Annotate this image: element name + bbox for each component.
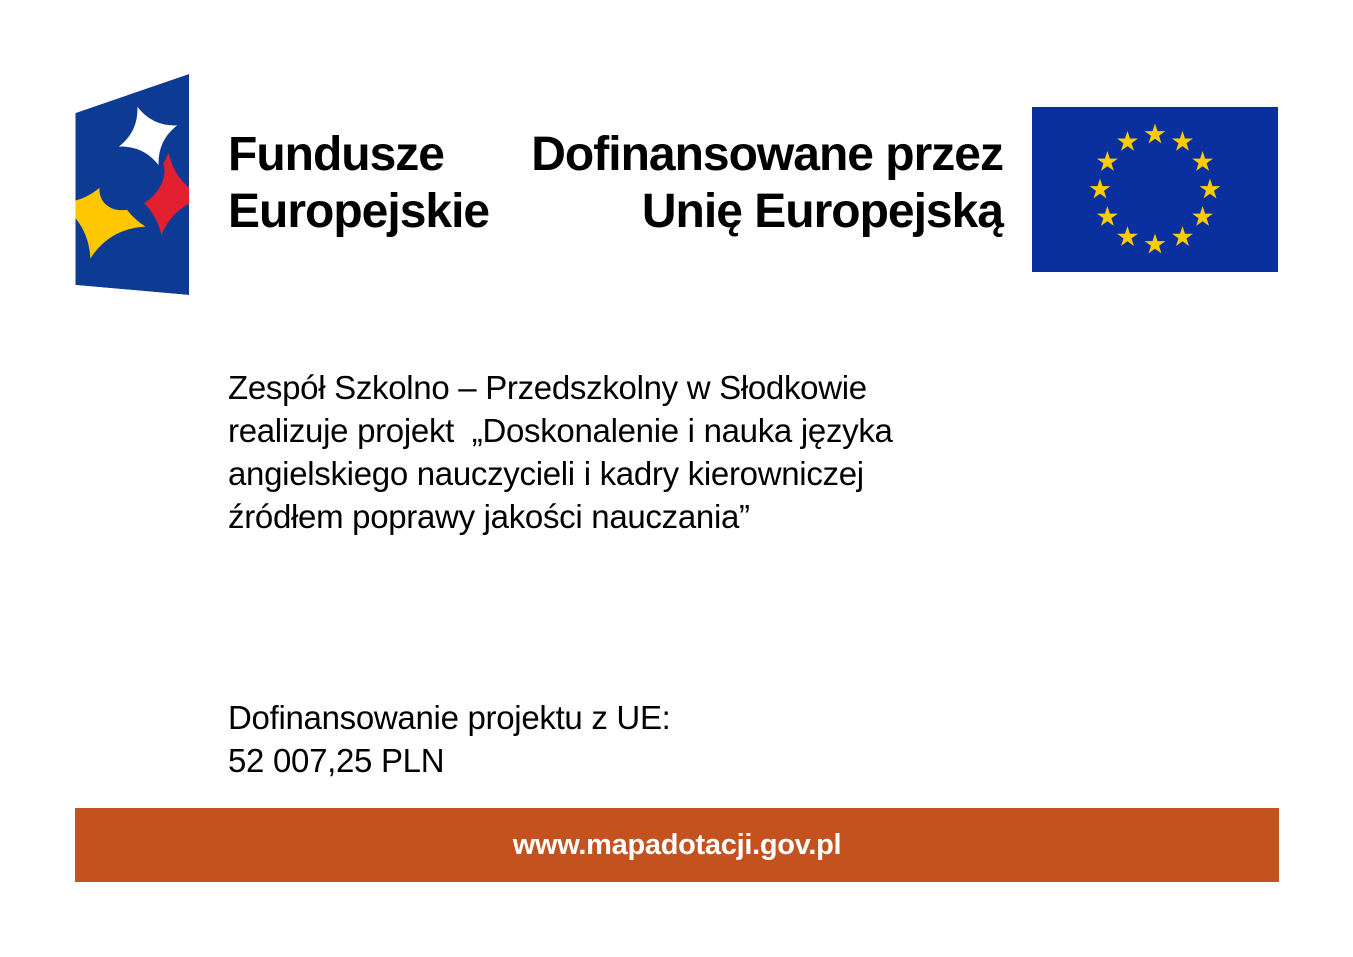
project-description-line4: źródłem poprawy jakości nauczania”: [228, 498, 750, 535]
fe-wordmark-line1: Fundusze: [228, 128, 444, 181]
eu-attribution-line1: Dofinansowane przez: [531, 128, 1003, 181]
funding-info: [228, 696, 671, 782]
footer-bar: [75, 808, 1279, 882]
project-description-line1: Zespół Szkolno – Przedszkolny w Słodkowie: [228, 369, 867, 406]
project-description: [228, 366, 893, 538]
project-description-line2: realizuje projekt „Doskonalenie i nauka języka: [228, 412, 893, 449]
funding-label: Dofinansowanie projektu z UE:: [228, 699, 671, 736]
fe-wordmark-line2: Europejskie: [228, 185, 490, 238]
eu-attribution-line2: Unię Europejską: [641, 185, 1003, 238]
funding-amount: 52 007,25 PLN: [228, 742, 445, 779]
fundusze-europejskie-logo-icon: [75, 74, 190, 295]
eu-flag-icon: [1032, 107, 1278, 272]
footer-url-link[interactable]: www.mapadotacji.gov.pl: [512, 828, 842, 861]
project-description-line3: angielskiego nauczycieli i kadry kierowniczej: [228, 455, 864, 492]
eu-attribution-text: [420, 126, 1003, 240]
